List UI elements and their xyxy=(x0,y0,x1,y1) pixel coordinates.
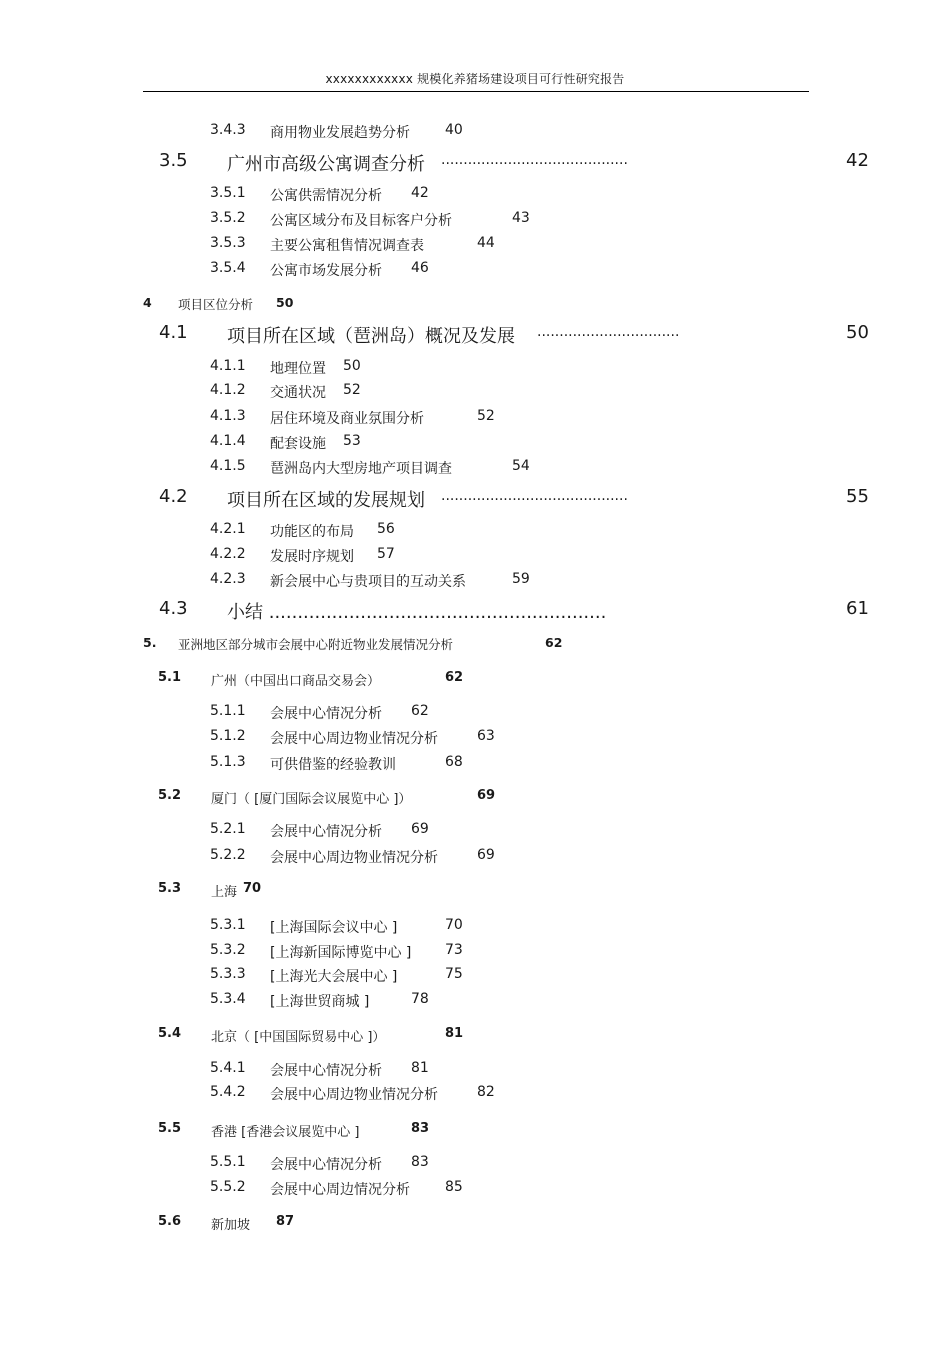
toc-page: 75 xyxy=(445,966,463,982)
toc-page: 40 xyxy=(445,122,463,138)
report-header-title: xxxxxxxxxxxx 规模化养猪场建设项目可行性研究报告 xyxy=(325,72,625,86)
toc-page: 52 xyxy=(343,382,361,398)
toc-number: 4.1.2 xyxy=(210,382,246,398)
toc-page: 50 xyxy=(343,358,361,374)
toc-page: 83 xyxy=(411,1121,430,1136)
toc-page: 78 xyxy=(411,991,429,1007)
toc-page: 57 xyxy=(377,546,395,562)
toc-title: 新会展中心与贵项目的互动关系 xyxy=(270,574,466,590)
toc-title: 公寓供需情况分析 xyxy=(270,188,382,204)
toc-title: 亚洲地区部分城市会展中心附近物业发展情况分析 xyxy=(178,637,454,652)
toc-title: 北京（ [中国国际贸易中心 ]） xyxy=(211,1030,386,1045)
toc-title: 发展时序规划 xyxy=(270,549,354,565)
toc-number: 5.5.2 xyxy=(210,1179,246,1195)
toc-page: 53 xyxy=(343,433,361,449)
toc-leader-dots: .......................................... xyxy=(441,152,628,168)
toc-title: 配套设施 xyxy=(270,436,326,452)
toc-title: [上海国际会议中心 ] xyxy=(270,920,398,936)
toc-page: 50 xyxy=(276,295,294,310)
toc-number: 3.5.2 xyxy=(210,210,246,226)
toc-number: 4.3 xyxy=(159,598,188,619)
toc-title: 功能区的布局 xyxy=(270,524,354,540)
toc-page: 81 xyxy=(411,1060,429,1076)
toc-title: 广州市高级公寓调查分析 xyxy=(227,154,425,175)
toc-number: 5.1.2 xyxy=(210,728,246,744)
toc-page: 69 xyxy=(477,788,496,803)
toc-leader-dots: .......................................... xyxy=(441,488,628,504)
toc-page: 44 xyxy=(477,235,495,251)
toc-number: 5.5.1 xyxy=(210,1154,246,1170)
toc-number: 5.1.3 xyxy=(210,754,246,770)
toc-title: 居住环境及商业氛围分析 xyxy=(270,411,424,427)
toc-title: [上海世贸商城 ] xyxy=(270,994,370,1010)
toc-number: 5.5 xyxy=(158,1121,182,1136)
toc-number: 4.1.5 xyxy=(210,458,246,474)
toc-number: 3.5.3 xyxy=(210,235,246,251)
toc-number: 3.5.4 xyxy=(210,260,246,276)
toc-title: 新加坡 xyxy=(211,1218,251,1233)
toc-title: 小结 ........................................................... xyxy=(227,602,607,623)
toc-page: 63 xyxy=(477,728,495,744)
toc-page: 55 xyxy=(846,486,869,507)
toc-title: 会展中心情况分析 xyxy=(270,706,382,722)
toc-title: 会展中心情况分析 xyxy=(270,1157,382,1173)
toc-page: 54 xyxy=(512,458,530,474)
toc-page: 43 xyxy=(512,210,530,226)
toc-number: 3.5.1 xyxy=(210,185,246,201)
toc-number: 4.2.2 xyxy=(210,546,246,562)
toc-page: 69 xyxy=(477,847,495,863)
toc-title: 地理位置 xyxy=(270,361,326,377)
toc-number: 5.1.1 xyxy=(210,703,246,719)
toc-page: 81 xyxy=(445,1026,464,1041)
toc-title: 商用物业发展趋势分析 xyxy=(270,125,410,141)
toc-page: 52 xyxy=(477,408,495,424)
toc-title: [上海光大会展中心 ] xyxy=(270,969,398,985)
toc-title: 会展中心情况分析 xyxy=(270,824,382,840)
toc-number: 5.3.2 xyxy=(210,942,246,958)
toc-title: 会展中心周边物业情况分析 xyxy=(270,850,438,866)
toc-number: 4 xyxy=(143,295,152,310)
toc-page: 56 xyxy=(377,521,395,537)
toc-number: 4.1 xyxy=(159,322,188,343)
toc-number: 5.4.1 xyxy=(210,1060,246,1076)
toc-number: 5.1 xyxy=(158,670,182,685)
toc-number: 5.2.2 xyxy=(210,847,246,863)
toc-number: 5. xyxy=(143,635,157,650)
toc-number: 4.1.4 xyxy=(210,433,246,449)
toc-page: 50 xyxy=(846,322,869,343)
toc-page: 42 xyxy=(846,150,869,171)
toc-title: 香港 [香港会议展览中心 ] xyxy=(211,1125,360,1140)
toc-page: 85 xyxy=(445,1179,463,1195)
toc-title: 项目区位分析 xyxy=(178,297,254,312)
toc-number: 5.2.1 xyxy=(210,821,246,837)
toc-number: 5.3.1 xyxy=(210,917,246,933)
toc-page: 42 xyxy=(411,185,429,201)
toc-page: 69 xyxy=(411,821,429,837)
toc-page: 62 xyxy=(445,670,464,685)
toc-title: 项目所在区域的发展规划 xyxy=(227,490,425,511)
toc-title: 琶洲岛内大型房地产项目调查 xyxy=(270,461,452,477)
header-divider xyxy=(143,91,809,92)
toc-title: 广州（中国出口商品交易会） xyxy=(211,674,381,689)
toc-number: 4.2 xyxy=(159,486,188,507)
toc-title: 会展中心周边物业情况分析 xyxy=(270,1087,438,1103)
toc-number: 4.1.1 xyxy=(210,358,246,374)
toc-page: 83 xyxy=(411,1154,429,1170)
toc-title: 交通状况 xyxy=(270,385,326,401)
toc-page: 61 xyxy=(846,598,869,619)
toc-number: 4.1.3 xyxy=(210,408,246,424)
toc-number: 5.3 xyxy=(158,881,182,896)
toc-number: 3.5 xyxy=(159,150,188,171)
toc-title: 公寓区域分布及目标客户分析 xyxy=(270,213,452,229)
toc-title: 公寓市场发展分析 xyxy=(270,263,382,279)
toc-page: 68 xyxy=(445,754,463,770)
toc-title: 上海 xyxy=(211,885,238,900)
toc-page: 70 xyxy=(445,917,463,933)
toc-title: 会展中心周边物业情况分析 xyxy=(270,731,438,747)
toc-leader-dots: ................................ xyxy=(537,324,680,340)
toc-title: 厦门（ [厦门国际会议展览中心 ]） xyxy=(211,792,412,807)
toc-page: 82 xyxy=(477,1084,495,1100)
toc-title: [上海新国际博览中心 ] xyxy=(270,945,412,961)
toc-page: 59 xyxy=(512,571,530,587)
toc-number: 4.2.3 xyxy=(210,571,246,587)
toc-page: 87 xyxy=(276,1214,295,1229)
toc-number: 4.2.1 xyxy=(210,521,246,537)
toc-title: 主要公寓租售情况调查表 xyxy=(270,238,424,254)
toc-page: 62 xyxy=(545,635,563,650)
toc-title: 项目所在区域（琶洲岛）概况及发展 xyxy=(227,326,515,347)
toc-page: 62 xyxy=(411,703,429,719)
toc-number: 5.2 xyxy=(158,788,182,803)
toc-number: 5.4 xyxy=(158,1026,182,1041)
toc-title: 可供借鉴的经验教训 xyxy=(270,757,396,773)
toc-title: 会展中心周边情况分析 xyxy=(270,1182,410,1198)
toc-title: 会展中心情况分析 xyxy=(270,1063,382,1079)
toc-number: 5.3.3 xyxy=(210,966,246,982)
toc-number: 5.4.2 xyxy=(210,1084,246,1100)
toc-number: 5.6 xyxy=(158,1214,182,1229)
toc-page: 70 xyxy=(243,881,262,896)
toc-page: 46 xyxy=(411,260,429,276)
toc-number: 3.4.3 xyxy=(210,122,246,138)
toc-page: 73 xyxy=(445,942,463,958)
toc-number: 5.3.4 xyxy=(210,991,246,1007)
